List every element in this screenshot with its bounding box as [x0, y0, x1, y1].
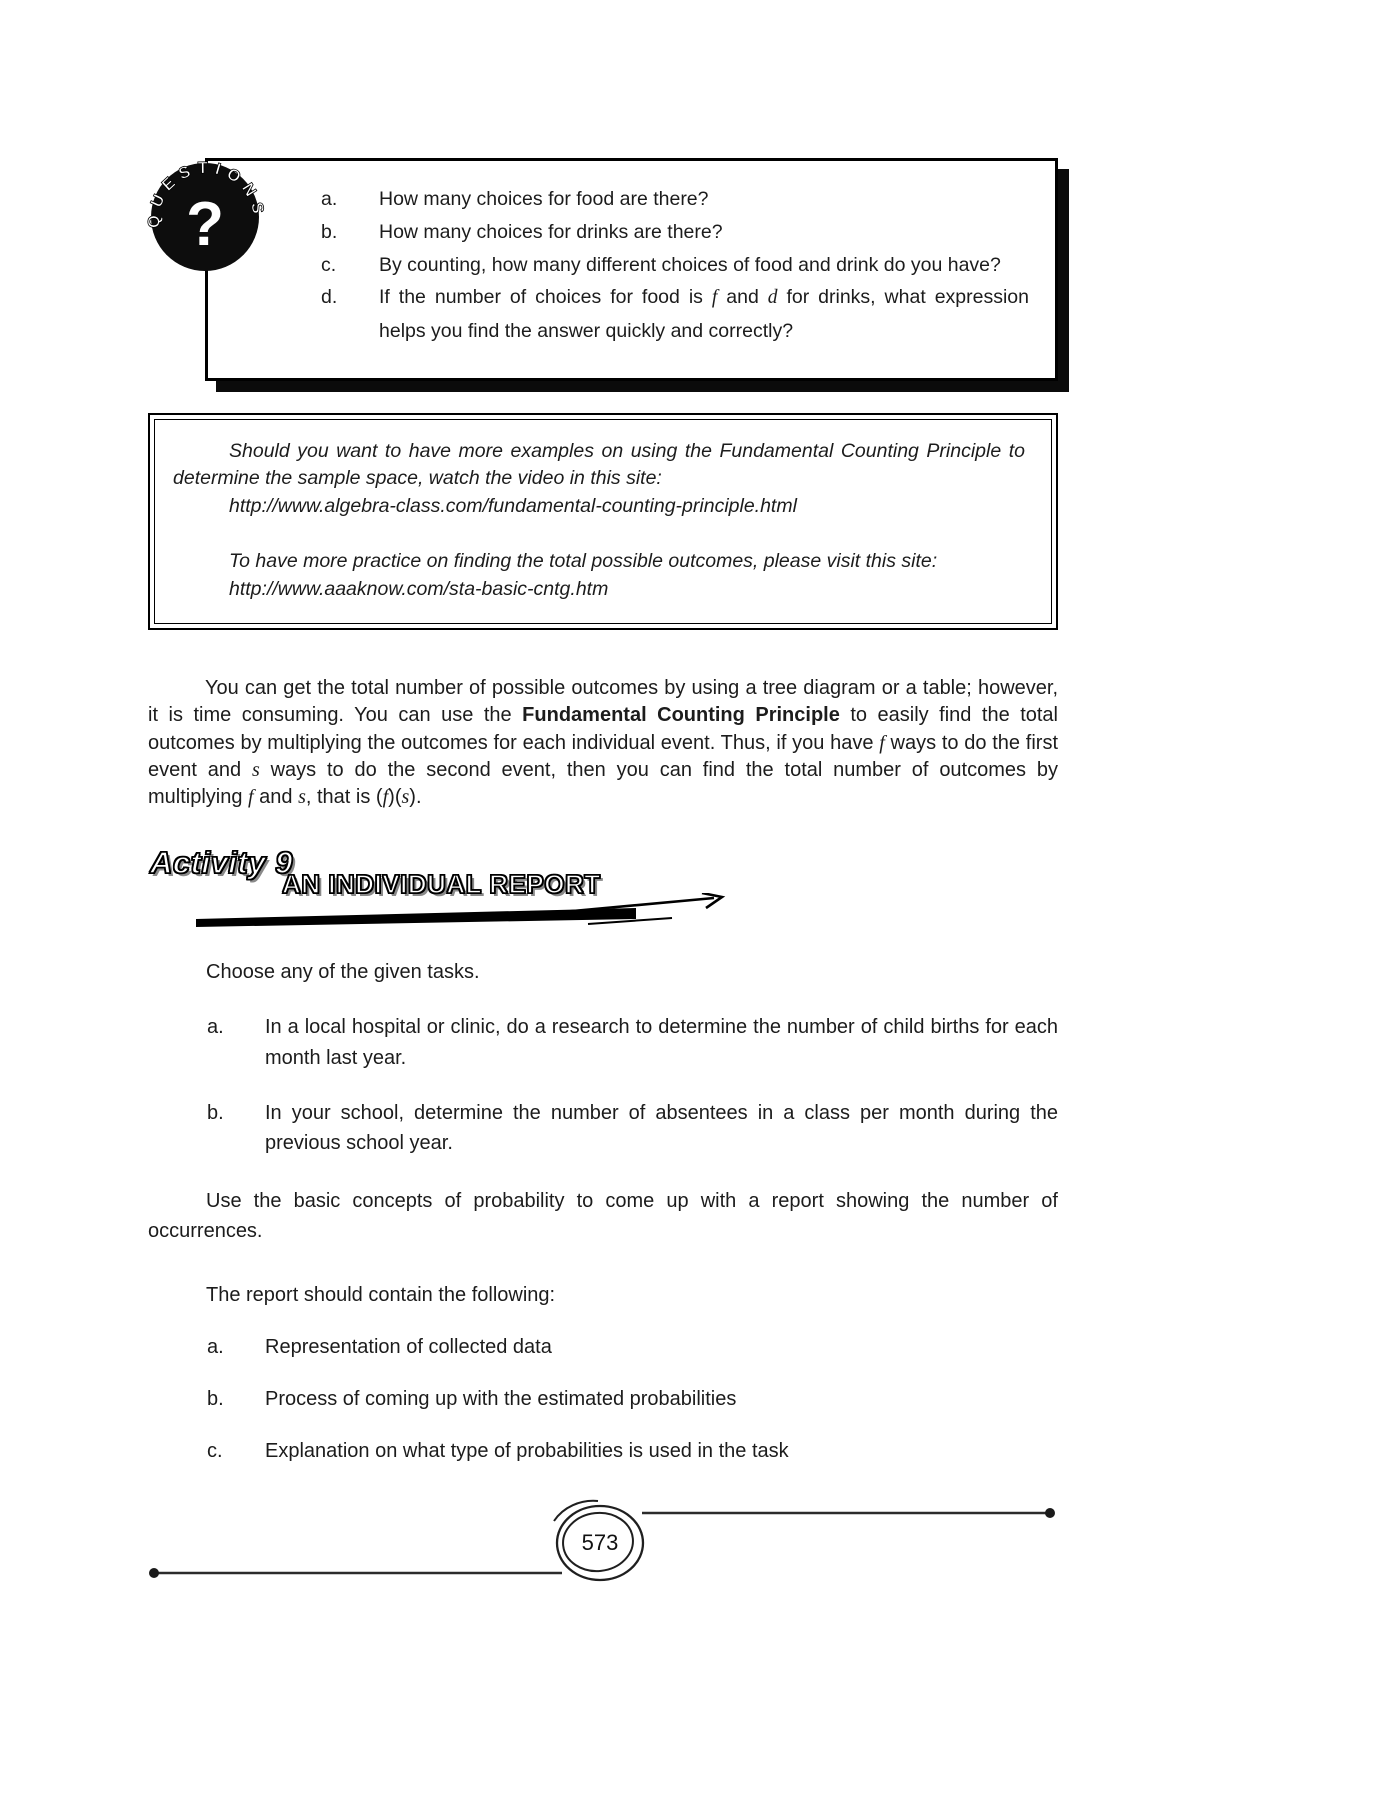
question-label: c. — [321, 253, 337, 276]
questions-section — [145, 158, 1058, 381]
math-var-d: d — [767, 287, 778, 309]
math-var-s: s — [251, 758, 260, 781]
paragraph-part: You can get the total number of possible outcomes by using a tree diagram or a table; however, it is time consuming. You can use the — [148, 677, 1058, 727]
question-mark-icon: ? — [186, 190, 224, 259]
question-text — [379, 281, 1029, 348]
resource-link-url: http://www.aaaknow.com/sta-basic-cntg.htm — [229, 577, 609, 600]
question-item-c — [321, 249, 1029, 282]
report-text: Explanation on what type of probabilities is used in the task — [265, 1440, 789, 1463]
paragraph-part: ). — [409, 785, 422, 808]
activity-arrow-decoration — [196, 893, 756, 937]
bold-term: Fundamental Counting Principle — [522, 704, 840, 727]
footer-dot-left — [149, 1568, 159, 1578]
paragraph-part: ways to do the first event and — [148, 731, 1059, 781]
resource-links-inner — [154, 419, 1052, 624]
resource-paragraph: Should you want to have more examples on using the Fundamental Counting Principle to determine the sample space, watch the video in this site: — [173, 439, 1025, 490]
report-text: Representation of collected data — [265, 1335, 552, 1358]
math-var-s: s — [298, 785, 306, 808]
question-text: By counting, how many different choices of food and drink do you have? — [379, 253, 1001, 276]
page-number: 573 — [581, 1529, 619, 1555]
question-text-part: If the number of choices for food is — [379, 286, 712, 309]
intro-paragraph — [148, 675, 1058, 811]
task-label: a. — [207, 1016, 224, 1039]
activity-title: AN INDIVIDUAL REPORT — [282, 869, 601, 900]
activity-header — [148, 845, 1058, 929]
questions-badge-icon — [142, 146, 274, 278]
math-var-f: f — [248, 785, 254, 808]
math-var-f: f — [879, 731, 885, 754]
task-label: b. — [207, 1101, 224, 1124]
question-text-part: and — [717, 286, 768, 309]
math-var-s: s — [401, 785, 410, 808]
question-text: How many choices for drinks are there? — [379, 220, 723, 243]
task-text: In a local hospital or clinic, do a research to determine the number of child births for each month last year. — [265, 1016, 1058, 1069]
resource-paragraph: To have more practice on finding the total possible outcomes, please visit this site: — [229, 549, 938, 572]
report-item-a — [207, 1332, 1058, 1362]
report-heading: The report should contain the following: — [206, 1283, 556, 1306]
activity-label: Activity 9 — [150, 845, 293, 881]
questions-badge — [142, 146, 274, 278]
report-label: a. — [207, 1335, 224, 1358]
paragraph-part: to easily find the total outcomes by multiplying the outcomes for each individual event. Thus, if you have — [148, 704, 1058, 754]
report-text: Process of coming up with the estimated probabilities — [265, 1388, 737, 1411]
math-var-f: f — [382, 785, 389, 808]
task-text: In your school, determine the number of absentees in a class per month during the previous school year. — [265, 1101, 1058, 1155]
question-label: b. — [321, 220, 338, 243]
question-text-part: for drinks, what expression helps you find the answer quickly and correctly? — [379, 286, 1029, 342]
paragraph-part: , that is ( — [305, 785, 383, 808]
paragraph-part: ways to do the second event, then you can find the total number of outcomes by multiplying — [148, 758, 1058, 808]
question-item-d — [321, 281, 1029, 348]
resource-link-url: http://www.algebra-class.com/fundamental-counting-principle.html — [229, 495, 797, 518]
report-label: c. — [207, 1440, 223, 1463]
report-item-c — [207, 1436, 1058, 1466]
report-item-b — [207, 1384, 1058, 1414]
question-item-b — [321, 216, 1029, 249]
tasks-intro: Choose any of the given tasks. — [206, 961, 480, 984]
textbook-page — [145, 0, 1059, 1603]
task-item-a — [207, 1012, 1058, 1073]
paragraph-part: and — [253, 785, 299, 808]
question-text: How many choices for food are there? — [379, 188, 709, 210]
question-item-a — [321, 183, 1029, 216]
paragraph-part: )( — [388, 785, 402, 808]
footer-dot-right — [1045, 1508, 1055, 1518]
report-label: b. — [207, 1388, 224, 1411]
questions-box — [205, 158, 1058, 381]
resource-links-box — [148, 413, 1058, 630]
question-label: d. — [321, 286, 338, 309]
page-footer-decoration — [148, 1485, 1058, 1603]
task-item-b — [207, 1098, 1058, 1159]
question-label: a. — [321, 188, 338, 210]
math-var-f: f — [711, 287, 718, 309]
use-note: Use the basic concepts of probability to come up with a report showing the number of occurrences. — [148, 1189, 1058, 1242]
badge-word: QUESTIONS — [145, 159, 269, 229]
